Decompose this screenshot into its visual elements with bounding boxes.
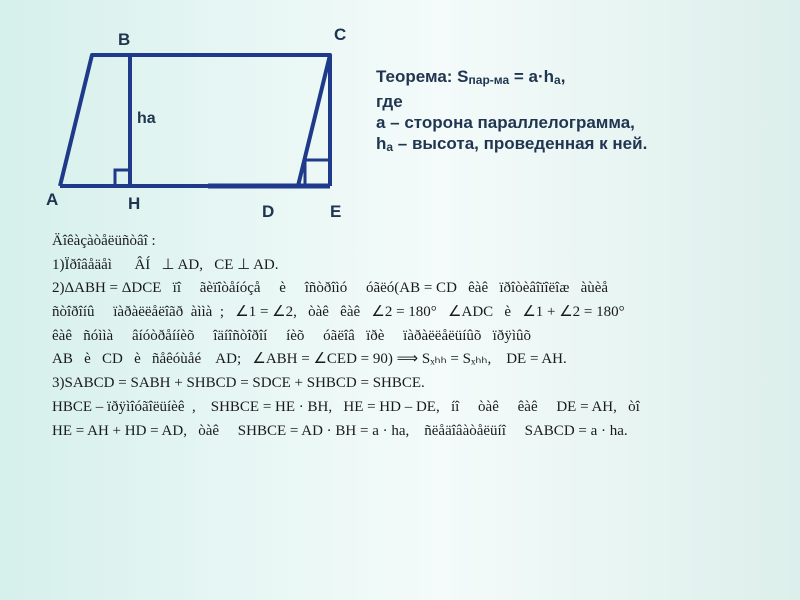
theorem-line-1 xyxy=(376,66,647,91)
proof-line: HBCE – ïðÿìîóãîëüíèê , SHBCE = HE · BH, HE = HD – DE, íî òàê êàê DE = AH, òî xyxy=(52,398,640,415)
label-d: D xyxy=(262,202,275,221)
proof-text xyxy=(52,230,792,443)
theorem-line-2: где xyxy=(376,92,403,111)
theorem-line-4-rest: – высота, проведенная к ней. xyxy=(393,134,648,153)
right-angle-h xyxy=(115,170,130,186)
parallelogram-outline xyxy=(60,55,330,186)
proof-line: 2)ΔABH = ΔDCE ïî ãèïîòåíóçå è îñòðîìó óãëó(AB = CD êàê ïðîòèâîïîëîæ àùèå xyxy=(52,280,609,297)
proof-line: ñòîðîíû ïàðàëëåëîãð àììà ; ∠1 = ∠2, òàê êàê ∠2 = 180° ∠ADC è ∠1 + ∠2 = 180° xyxy=(52,304,625,321)
label-e: E xyxy=(330,202,342,221)
theorem-sub-1: пар-ма xyxy=(468,73,510,87)
theorem-comma: , xyxy=(560,67,566,86)
proof-line: 3)SABCD = SABH + SHBCD = SDCE + SHBCD = SHBCE. xyxy=(52,375,425,392)
theorem-text xyxy=(376,66,647,158)
label-b: B xyxy=(118,30,131,49)
proof-line: 1)Ïðîâåäåì ÂÍ ⊥ AD, CE ⊥ AD. xyxy=(52,256,279,273)
label-a: A xyxy=(46,190,59,209)
proof-line: AB è CD è ñåêóùåé AD; ∠ABH = ∠CED = 90) ⟹ Sₓₕₕ = Sₓₕₕ, DE = AH. xyxy=(52,351,567,368)
theorem-line-4 xyxy=(376,133,647,158)
theorem-h-sub: а xyxy=(386,140,394,154)
label-h: H xyxy=(128,194,141,213)
proof-line: Äîêàçàòåëüñòâî : xyxy=(52,233,156,249)
theorem-sub-2: a xyxy=(554,73,561,87)
label-c: C xyxy=(334,25,347,44)
theorem-title: Теорема: S xyxy=(376,67,469,86)
right-angle-e xyxy=(305,160,330,186)
label-height: hа xyxy=(137,110,156,127)
proof-line: HE = AH + HD = AD, òàê SHBCE = AD · BH = a · hа, ñëåäîâàòåëüíî SABCD = a · hа. xyxy=(52,422,628,439)
theorem-formula: = a·h xyxy=(509,67,555,86)
proof-line: êàê ñóììà âíóòðåííèõ îäíîñòîðîí íèõ óãëîâ ïðè ïàðàëëåëüíûõ ïðÿìûõ xyxy=(52,327,532,344)
theorem-line-3: а – сторона параллелограмма, xyxy=(376,113,635,132)
theorem-h: h xyxy=(376,134,387,153)
